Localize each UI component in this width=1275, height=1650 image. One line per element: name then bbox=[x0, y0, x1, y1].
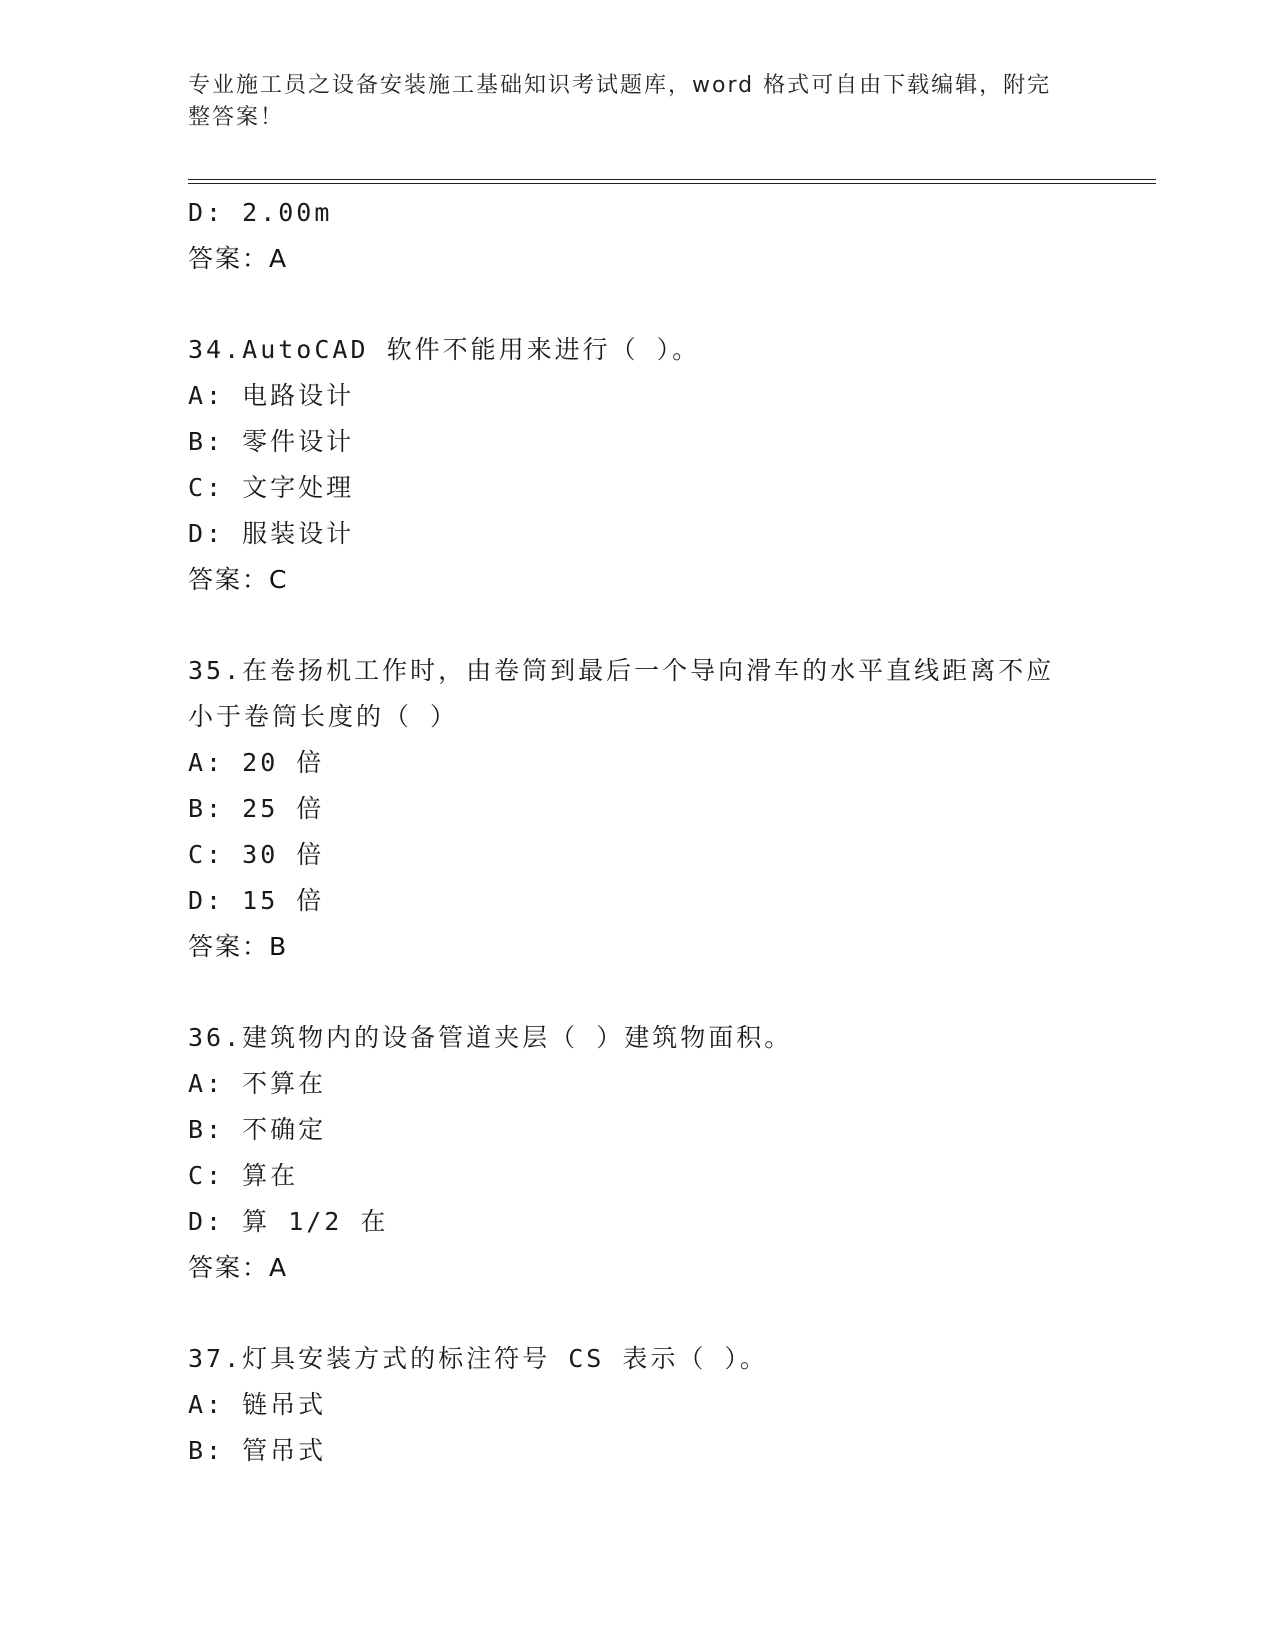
option-d: D: 15 倍 bbox=[188, 886, 325, 915]
page-header: 专业施工员之设备安装施工基础知识考试题库，word 格式可自由下载编辑，附完整答案！ bbox=[188, 73, 1052, 130]
option-c: C: 30 倍 bbox=[188, 840, 325, 869]
question-list bbox=[188, 190, 1088, 1474]
option-b: B: 不确定 bbox=[188, 1115, 327, 1144]
question-stem: 35.在卷扬机工作时，由卷筒到最后一个导向滑车的水平直线距离不应 bbox=[188, 656, 1055, 685]
question-34 bbox=[188, 327, 1088, 603]
option-a: A: 20 倍 bbox=[188, 748, 325, 777]
answer: 答案：C bbox=[188, 565, 289, 594]
option-a: A: 链吊式 bbox=[188, 1390, 327, 1419]
spacer bbox=[188, 603, 1088, 648]
option-c: C: 文字处理 bbox=[188, 473, 355, 502]
spacer bbox=[188, 970, 1088, 1015]
question-stem: 34.AutoCAD 软件不能用来进行（ ）。 bbox=[188, 335, 701, 364]
option-c: C: 算在 bbox=[188, 1161, 299, 1190]
question-stem: 36.建筑物内的设备管道夹层（ ）建筑物面积。 bbox=[188, 1023, 793, 1052]
question-35 bbox=[188, 648, 1088, 970]
option-a: A: 电路设计 bbox=[188, 381, 355, 410]
spacer bbox=[188, 282, 1088, 327]
option-b: B: 零件设计 bbox=[188, 427, 355, 456]
answer: 答案：B bbox=[188, 932, 289, 961]
answer: 答案：A bbox=[188, 1253, 289, 1282]
question-36 bbox=[188, 1015, 1088, 1291]
option-d: D: 算 1/2 在 bbox=[188, 1207, 389, 1236]
question-37 bbox=[188, 1336, 1088, 1474]
spacer bbox=[188, 1291, 1088, 1336]
option-d: D: 2.00m bbox=[188, 198, 333, 227]
option-d: D: 服装设计 bbox=[188, 519, 355, 548]
option-a: A: 不算在 bbox=[188, 1069, 327, 1098]
question-stem-continued: 小于卷筒长度的（ ） bbox=[188, 702, 459, 731]
question-stem: 37.灯具安装方式的标注符号 CS 表示（ ）。 bbox=[188, 1344, 768, 1373]
option-b: B: 25 倍 bbox=[188, 794, 325, 823]
header-divider bbox=[188, 179, 1156, 184]
answer: 答案：A bbox=[188, 244, 289, 273]
option-b: B: 管吊式 bbox=[188, 1436, 327, 1465]
